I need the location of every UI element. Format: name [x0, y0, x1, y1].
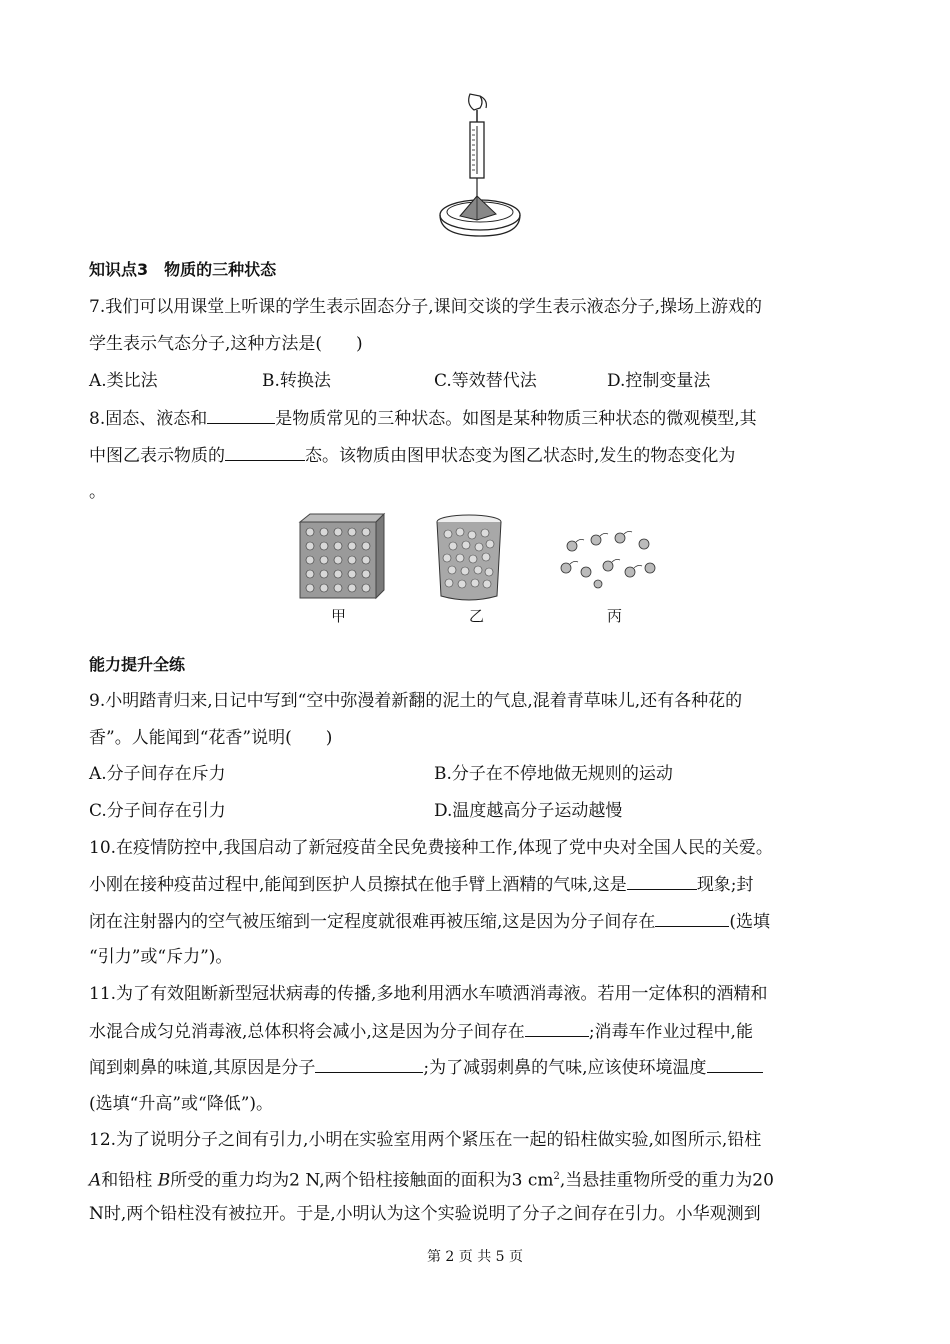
gas-state-model — [558, 528, 658, 590]
q7-option-b: B.转换法 — [262, 371, 331, 391]
q9-line2: 香”。人能闻到“花香”说明( ) — [89, 728, 333, 748]
q7-option-a: A.类比法 — [89, 371, 158, 391]
answer-blank[interactable] — [315, 1056, 423, 1073]
q12-line2 — [89, 1166, 774, 1192]
liquid-state-model — [432, 512, 506, 604]
q9-option-d: D.温度越高分子运动越慢 — [434, 801, 623, 821]
q8-text: 是物质常见的三种状态。如图是某种物质三种状态的微观模型,其 — [275, 409, 757, 429]
q11-line4: (选填“升高”或“降低”)。 — [89, 1094, 274, 1114]
q9-line1: 9.小明踏青归来,日记中写到“空中弥漫着新翻的泥土的气息,混着青草味儿,还有各种花的 — [89, 691, 743, 711]
answer-blank[interactable] — [225, 444, 305, 461]
q11-text: ;消毒车作业过程中,能 — [588, 1022, 753, 1042]
section-heading: 知识点3 物质的三种状态 — [89, 260, 277, 279]
q9-option-a: A.分子间存在斥力 — [89, 764, 226, 784]
q8-text: 态。该物质由图甲状态变为图乙状态时,发生的物态变化为 — [305, 446, 736, 466]
q8-line2 — [89, 444, 735, 467]
answer-blank[interactable] — [207, 407, 275, 424]
q7-line2: 学生表示气态分子,这种方法是( ) — [89, 334, 363, 354]
q12-line1: 12.为了说明分子之间有引力,小明在实验室用两个紧压在一起的铅柱做实验,如图所示,铅柱 — [89, 1130, 762, 1150]
caption-bing: 丙 — [607, 607, 623, 625]
spring-scale-figure — [430, 88, 530, 240]
q7-line1: 7.我们可以用课堂上听课的学生表示固态分子,课间交谈的学生表示液态分子,操场上游戏的 — [89, 297, 763, 317]
q7-option-d: D.控制变量法 — [607, 371, 711, 391]
q11-text: ;为了减弱刺鼻的气味,应该使环境温度 — [423, 1058, 707, 1078]
solid-state-model — [296, 512, 386, 602]
caption-jia: 甲 — [331, 607, 347, 625]
q10-line4: “引力”或“斥力”)。 — [89, 947, 233, 967]
q10-line3 — [89, 910, 770, 933]
q7-option-c: C.等效替代法 — [434, 371, 537, 391]
answer-blank[interactable] — [707, 1056, 763, 1073]
q9-option-c: C.分子间存在引力 — [89, 801, 226, 821]
page-footer: 第 2 页 共 5 页 — [426, 1249, 524, 1265]
section-heading-ability: 能力提升全练 — [89, 655, 186, 674]
q12-text: 和铅柱 — [101, 1170, 153, 1191]
caption-yi: 乙 — [469, 607, 485, 625]
q8-line1 — [89, 407, 757, 430]
answer-blank[interactable] — [525, 1020, 589, 1037]
q10-text: 小刚在接种疫苗过程中,能闻到医护人员擦拭在他手臂上酒精的气味,这是 — [89, 875, 627, 895]
q10-text: 闭在注射器内的空气被压缩到一定程度就很难再被压缩,这是因为分子间存在 — [89, 912, 656, 932]
q11-text: 水混合成匀兑消毒液,总体积将会减小,这是因为分子间存在 — [89, 1022, 525, 1042]
answer-blank[interactable] — [655, 910, 729, 927]
answer-blank[interactable] — [627, 873, 697, 890]
q10-text: 现象;封 — [696, 875, 754, 895]
q11-line3 — [89, 1056, 763, 1079]
q11-line1: 11.为了有效阻断新型冠状病毒的传播,多地利用洒水车喷洒消毒液。若用一定体积的酒精和 — [89, 984, 768, 1004]
q10-line1: 10.在疫情防控中,我国启动了新冠疫苗全民免费接种工作,体现了党中央对全国人民的关爱。 — [89, 838, 773, 858]
q8-line3: 。 — [89, 482, 106, 502]
q8-text: 8.固态、液态和 — [89, 409, 208, 429]
q10-line2 — [89, 873, 754, 896]
q12-line3: N时,两个铅柱没有被拉开。于是,小明认为这个实验说明了分子之间存在引力。小华观测到 — [89, 1204, 761, 1224]
q11-text: 闻到刺鼻的味道,其原因是分子 — [89, 1058, 316, 1078]
q8-text: 中图乙表示物质的 — [89, 446, 225, 466]
q12-text: 所受的重力均为2 N,两个铅柱接触面的面积为3 cm — [170, 1170, 554, 1191]
q9-option-b: B.分子在不停地做无规则的运动 — [434, 764, 673, 784]
superscript: 2 — [553, 1171, 560, 1182]
q10-text: (选填 — [729, 912, 771, 932]
q11-line2 — [89, 1020, 753, 1043]
var-a: A — [89, 1170, 102, 1191]
var-b: B — [157, 1170, 171, 1191]
q12-text: ,当悬挂重物所受的重力为20 — [559, 1170, 774, 1191]
